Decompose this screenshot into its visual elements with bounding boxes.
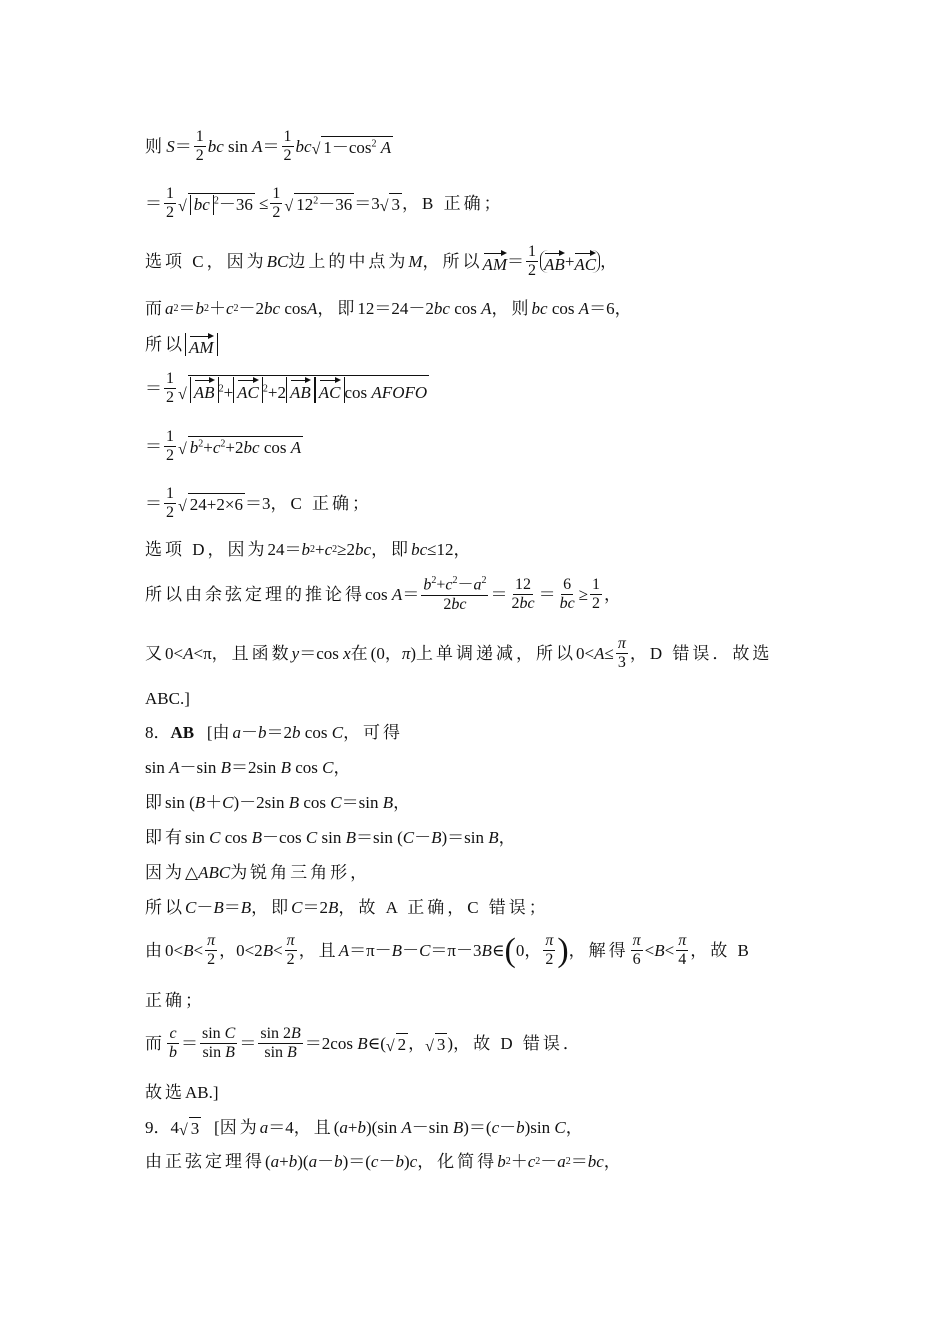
solution-line-7: ＝ $\frac{1}{2}$ √ $b^2+c^2+2bc$ cos A	[145, 428, 302, 465]
solution-line-24: 由正弦定理得 ( a + b )( a － b )＝( c － b ) c ，化简得 b 2 ＋ c 2 － a 2 ＝ bc ，	[145, 1152, 621, 1171]
solution-line-2: ＝ $\frac{1}{2}$ √ bc $^2$－36 ≤ $\frac{1}{2}$ √ $12^2-36$ ＝3 √ 3 ，B 正确；	[145, 185, 504, 222]
solution-line-14: sin A －sin B ＝2sin B cos C ，	[145, 758, 351, 777]
solution-line-18: 所以 C － B ＝ B ，即 C ＝2 B ，故 A 正确，C 错误；	[145, 898, 549, 917]
solution-line-22: 故选 AB.]	[145, 1083, 219, 1102]
solution-line-15: 即 sin ( B ＋ C )－2sin B cos C ＝sin B ，	[145, 793, 411, 812]
solution-line-8: ＝ $\frac{1}{2}$ √ 24+2×6 ＝3 ，C 正确；	[145, 485, 373, 522]
solution-line-3: 选项 C，因为 BC 边上的中点为 M ，所以 AM ＝ $\frac{1}{2}$ AB + AC ，	[145, 243, 618, 280]
solution-line-23: 9．4 √ 3 [ 因为 a ＝4 ，且 ( a + b )(sin A －sin B )＝( c － b )sin C ，	[145, 1118, 583, 1139]
solution-line-9: 选项 D，因为 24＝ b 2 + c 2 ≥2 bc ，即 bc ≤12，	[145, 540, 471, 559]
solution-line-16: 即有 sin C cos B －cos C sin B ＝sin ( C － B )＝sin B ，	[145, 828, 516, 847]
solution-line-12: ABC.]	[145, 689, 190, 708]
solution-line-4: 而 a 2 ＝ b 2 ＋ c 2 －2 bc cos A ，即 12＝24－2 bc cos A ，则 bc cos A ＝6，	[145, 299, 632, 318]
solution-line-13: 8． AB [ 由 a － b ＝2 b cos C ，可得	[145, 723, 404, 742]
solution-line-19: 由 0< B < $\frac{\pi}{2}$ ，0<2 B < $\frac{\pi}{2}$ ，且 A ＝π－ B － C ＝π－3 B ∈ ( 0， $\frac{\pi}{2}$ ) ，解得 $\frac{\pi}{6}$ < B < $\frac{\pi}{4}$ ，故 B	[145, 932, 752, 970]
solution-line-6: ＝ $\frac{1}{2}$ √ AB $^2$+ AC $^2$+2 AB AC cos AFOFO	[145, 370, 428, 407]
solution-line-20: 正确；	[145, 991, 205, 1010]
solution-line-5: 所以 AM	[145, 333, 218, 356]
solution-line-1: 则 S ＝ $\frac{1}{2}$ bc sin A ＝ $\frac{1}{2}$ bc √ $1-\cos^2$ A	[145, 128, 392, 165]
solution-line-10: 所以由余弦定理的推论得 cos A ＝ $\frac{b^2+c^2-a^2}{2bc}$ ＝ $\frac{12}{2bc}$ ＝ $\frac{6}{bc}$ ≥ $\frac{1}{2}$ ，	[145, 575, 622, 613]
solution-line-11: 又 0< A <π ，且函数 y ＝cos x 在 (0， π ) 上单调递减，所以 0< A ≤ $\frac{\pi}{3}$ ，D 错误．故选	[145, 635, 773, 672]
solution-line-21: 而 $\frac{c}{b}$ ＝ $\frac{\text{sin C}}{\text{sin B}}$ ＝ $\frac{\sin 2B}{\text{sin B}}$ ＝2cos B ∈( √ 2 ， √ 3 ) ，故 D 错误．	[145, 1025, 583, 1062]
solution-line-17: 因为 △ ABC 为锐角三角形，	[145, 863, 371, 882]
